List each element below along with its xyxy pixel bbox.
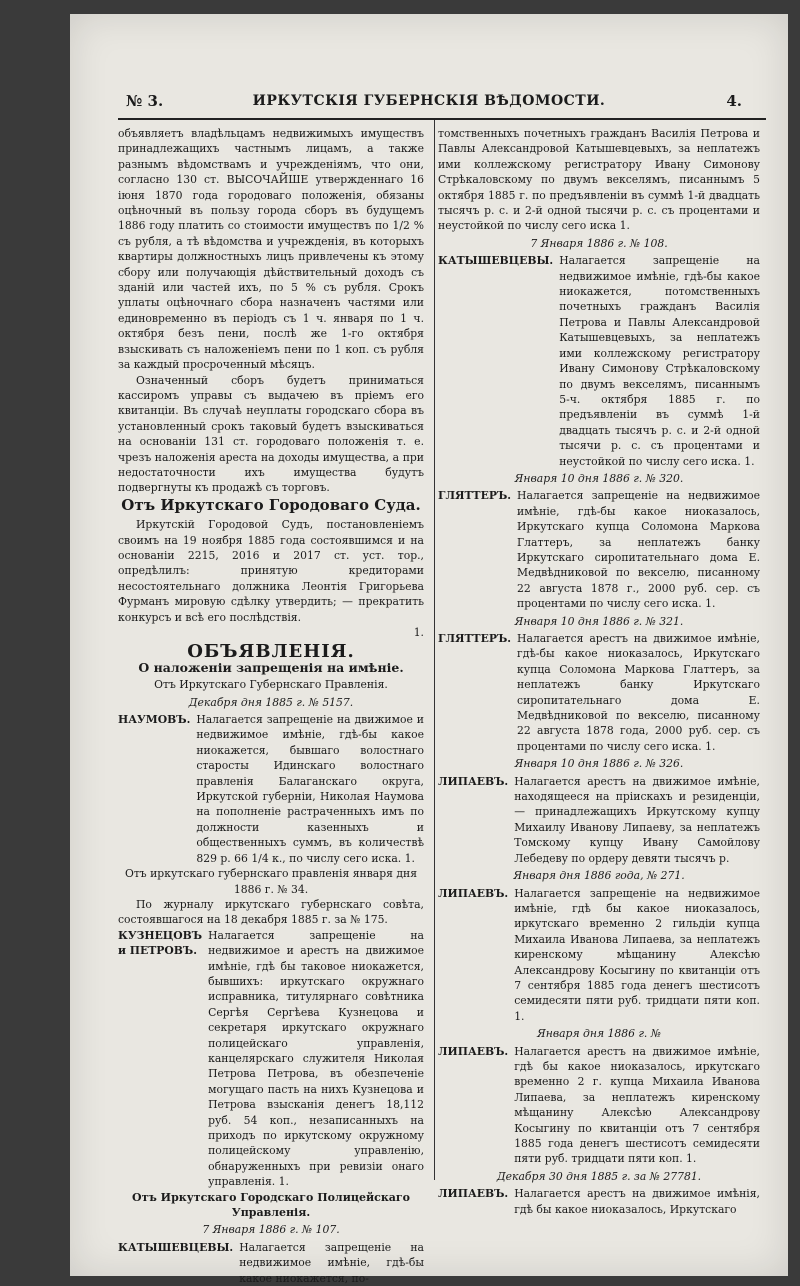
- decree-line: 7 Января 1886 г. № 108.: [530, 236, 668, 250]
- tax-notice-text: объявляетъ владѣльцамъ недвижимыхъ имуществъ принадлежащихъ частнымъ лицамъ, а также разнымъ вѣдомствамъ и учрежденіямъ, что они, согласно 130 ст. ВЫСОЧАЙШЕ утвержденнаго 16 іюня 1870 года городоваго положенія, обязаны оцѣночный въ пользу города сборъ въ будущемъ 1886 году платить со стоимости имуществъ по 1/2 % съ рубля, а тѣ вѣдомства и учрежденія, въ которыхъ квартиры должностныхъ лицъ привлечены къ этому сбору или получающія дѣйствительный доходъ съ зданій или частей ихъ, по 5 % съ рубля. Срокъ уплаты оцѣночнаго сбора назначенъ частями или единовременно въ періодъ съ 1 ч. января по 1 ч. октября безъ пени, послѣ же 1-го октября взыскивать съ наложеніемъ пени по 1 коп. съ рубля за каждый просроченный мѣсяцъ.: [118, 127, 424, 372]
- entry-katyshevtsevy: [118, 1240, 424, 1286]
- entry-text: Налагается арестъ на движимое имѣніе, гдѣ бы какое ниоказалось, иркутскаго временно 2 г. купца Михаила Иванова Липаева, за неплатежъ киренскому мѣщанину Алексѣю Александрову Косыгину по квитанціи отъ 7 сентября 1885 года денегъ шестисотъ семидесяти пяти руб. тридцати пяти коп. 1.: [514, 1044, 760, 1166]
- entry-name: КАТЫШЕВЦЕВЫ.: [118, 1240, 234, 1254]
- entry-name: ЛИПАЕВЪ.: [438, 1044, 509, 1058]
- court-number: 1.: [413, 626, 424, 639]
- page-number: 4.: [726, 92, 742, 110]
- entry-text: Налагается арестъ на движимое имѣнія, гдѣ бы какое ниоказалось, Иркутскаго: [514, 1187, 760, 1216]
- entry-lipaev-3: [438, 1044, 760, 1167]
- entry-name: КАТЫШЕВЦЕВЫ.: [438, 254, 554, 268]
- police-heading: Отъ Иркутскаго Городскаго Полицейскаго Управленія.: [132, 1190, 410, 1220]
- entry-lipaev-1: [438, 774, 760, 866]
- decree-line: Декабря дня 1885 г. № 5157.: [188, 695, 354, 709]
- entry-name: ЛИПАЕВЪ.: [438, 1187, 509, 1201]
- entry-text: Налагается запрещеніе на недвижимое имѣніе, гдѣ-бы какое ниоказалось, Иркутскаго купца Соломона Маркова Глаттеръ, за неплатежъ банку Иркутскаго сиропитательнаго дома Е. Медвѣдниковой по векселю, писанному 22 августа 1878 г., 2000 руб. сер. съ процентами по числу сего иска. 1.: [517, 489, 760, 611]
- page-header: [70, 92, 788, 116]
- entry-name: НАУМОВЪ.: [118, 713, 191, 727]
- entry-text: Налагается запрещеніе на недвижимое имѣніе, гдѣ-бы какое ниокажется, потомственныхъ почетныхъ гражданъ Василія Петрова и Павлы Александровой Катышевцевыхъ, за неплатежъ ими коллежскому регистратору Ивану Симонову Стрѣкаловскому по двумъ векселямъ, писаннымъ 5-ч. октября 1885 г. по предъявленіи въ суммѣ 1-й двадцать тысячъ р. с. и 2-й одной тысячи р. с. съ процентами и неустойкой по числу сего иска. 1.: [559, 254, 760, 468]
- continued-text: томственныхъ почетныхъ гражданъ Василія Петрова и Павлы Александровой Катышевцевыхъ, за неплатежъ ими коллежскому регистратору Ивану Симонову Стрѣкаловскому по двумъ векселямъ, писаннымъ 5 октября 1885 г. по предъявленіи въ суммѣ 1-й двадцать тысячъ р. с. и 2-й одной тысячи р. с. съ процентами и неустойкой по числу сего иска 1.: [438, 127, 760, 233]
- entry-naumov: [118, 712, 424, 866]
- entry-katyshevtsevy-2: [438, 253, 760, 469]
- gov-board-line-2: Отъ иркутскаго губернскаго правленія января дня 1886 г. № 34.: [124, 867, 418, 896]
- entry-text: Налагается арестъ на движимое имѣніе, находящееся на пріискахъ и резиденціи, — принадлежащихъ Иркутскому купцу Михаилу Иванову Липаеву, за неплатежъ Томскому купцу Ивану Самойлову Лебедеву по ордеру девяти тысячъ р.: [514, 774, 760, 865]
- court-heading: Отъ Иркутскаго Городоваго Суда.: [121, 495, 421, 514]
- decree-line: Января 10 дня 1886 г. № 321.: [514, 614, 684, 628]
- decree-line: Января дня 1886 г. №: [536, 1027, 662, 1041]
- entry-text: Налагается арестъ на движимое имѣніе, гдѣ-бы какое ниоказалось, Иркутскаго купца Соломона Маркова Глаттеръ, за неплатежъ банку Иркутскаго сиропитательнаго дома Е. Медвѣдниковой по векселю, писанному 22 августа 1878 года, 2000 руб. сер. съ процентами по числу сего иска. 1.: [517, 632, 760, 753]
- newspaper-page: [70, 14, 788, 1285]
- header-rule: [118, 118, 766, 120]
- entry-kuznetsov: [118, 928, 424, 1190]
- announcements-subheading: О наложеніи запрещенія на имѣніе.: [138, 659, 404, 675]
- journal-line: По журналу иркутскаго губернскаго совѣта, состоявшагося на 18 декабря 1885 г. за № 175.: [118, 897, 424, 927]
- entry-name: ГЛЯТТЕРЪ.: [438, 489, 512, 503]
- decree-line: Января дня 1886 года, № 271.: [513, 869, 685, 883]
- decree-line: 7 Января 1886 г. № 107.: [202, 1223, 340, 1237]
- entry-name: ЛИПАЕВЪ.: [438, 774, 509, 788]
- entry-glatter-2: [438, 631, 760, 754]
- newspaper-title: ИРКУТСКІЯ ГУБЕРНСКІЯ ВѢДОМОСТИ.: [252, 93, 606, 109]
- entry-name: ГЛЯТТЕРЪ.: [438, 632, 512, 645]
- decree-line: Января 10 дня 1886 г. № 320.: [514, 471, 684, 485]
- issue-number: № 3.: [126, 92, 164, 110]
- tax-notice-text-2: Означенный сборъ будетъ приниматься кассиромъ управы съ выдачею въ пріемъ его квитанціи. Въ случаѣ неуплаты городскаго сбора въ установленный срокъ таковый будетъ взыскиваться на основаніи 131 ст. городоваго положенія т. е. чрезъ наложенія ареста на доходы имущества, а при недостаточности ихъ имущества будутъ подвергнуты къ продажѣ съ торговъ.: [118, 373, 424, 495]
- entry-text: Налагается запрещеніе на недвижимое имѣніе, гдѣ бы какое ниоказалось, иркутскаго временно 2 гильдіи купца Михаила Иванова Липаева, за неплатежъ киренскому мѣщанину Алексѣю Александрову Косыгину по квитанціи отъ 7 сентября 1885 года денегъ шестисотъ семидесяти пяти руб. тридцати пяти коп. 1.: [514, 886, 760, 1023]
- entry-text: Налагается запрещеніе на недвижимое и арестъ на движимое имѣніе, гдѣ бы таковое ниокажется, бывшихъ: иркутскаго окружнаго исправника, титулярнаго совѣтника Сергѣя Сергѣева Кузнецова и секретаря иркутскаго окружнаго полицейскаго управленія, канцелярскаго служителя Николая Петрова Петрова, въ обезпеченіе могущаго пасть на нихъ Кузнецова и Петрова взысканія денегъ 18,112 руб. 54 коп., незаписанныхъ на приходъ по иркутскому окружному полицейскому управленію, обнаруженныхъ при ревизіи онаго управленія. 1.: [208, 928, 424, 1189]
- column-divider: [434, 120, 435, 1180]
- gov-board-line: Отъ Иркутскаго Губернскаго Правленія.: [154, 678, 388, 692]
- announcements-heading: ОБЪЯВЛЕНІЯ.: [187, 641, 355, 663]
- entry-lipaev-4: [438, 1186, 760, 1217]
- entry-lipaev-2: [438, 886, 760, 1025]
- decree-line: Января 10 дня 1886 г. № 326.: [514, 757, 684, 771]
- decree-line: Декабря 30 дня 1885 г. за № 27781.: [496, 1169, 702, 1183]
- entry-glatter-1: [438, 488, 760, 611]
- court-text: Иркутскій Городовой Судъ, постановленіемъ своимъ на 19 ноября 1885 года состоявшимся и на основаніи 2215, 2016 и 2017 ст. уст. тор., опредѣлилъ: принятую кредиторами несостоятельнаго должника Леонтія Григорьева Фурманъ мировую сдѣлку утвердить; — прекратить конкурсъ и всѣ его послѣдствія.: [118, 518, 424, 624]
- right-column: [438, 126, 760, 1217]
- entry-name: ЛИПАЕВЪ.: [438, 886, 509, 900]
- entry-text: Налагается запрещеніе на движимое и недвижимое имѣніе, гдѣ-бы какое ниокажется, бывшаго волостнаго старосты Идинскаго волостнаго правленія Балаганскаго округа, Иркутской губерніи, Николая Наумова на пополненіе растраченныхъ имъ по должности казенныхъ и общественныхъ суммъ, въ количествѣ 829 р. 66 1/4 к., по числу сего иска. 1.: [196, 713, 424, 865]
- entry-text: Налагается запрещеніе на недвижимое имѣніе, гдѣ-бы какое ниокажется, по-: [239, 1240, 424, 1285]
- left-column: [118, 126, 424, 1286]
- entry-name: КУЗНЕЦОВЪ и ПЕТРОВЪ.: [118, 928, 203, 958]
